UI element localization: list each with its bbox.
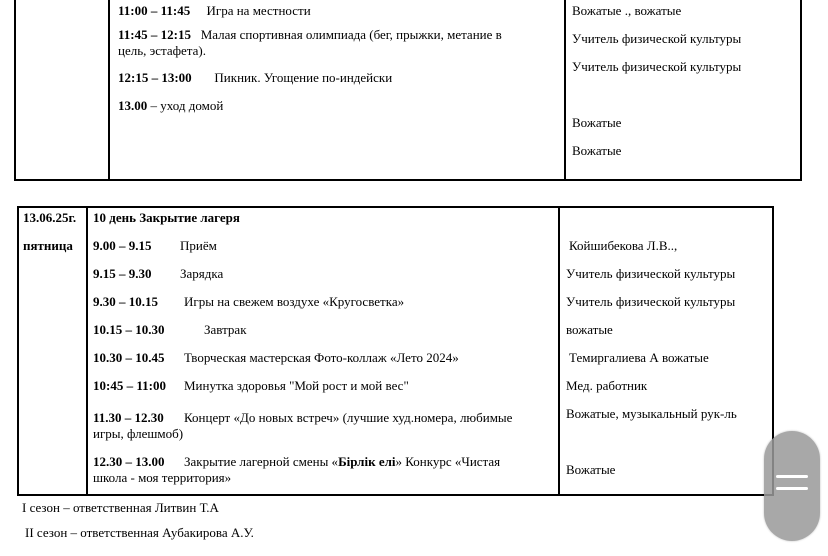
date-column [16,0,110,179]
activity-row [93,350,459,366]
activity-row [118,27,502,43]
responsible-text: Вожатые [566,462,616,477]
activity-row [93,378,409,394]
responsible-text: вожатые [566,322,613,337]
activity-text: Игры на свежем воздухе «Кругосветка» [184,294,405,309]
activity-text: Концерт «До новых встреч» (лучшие худ.номера, любимые [184,410,513,425]
activity-row-continued: цель, эстафета). [118,43,206,58]
time-range: 10:45 – 11:00 [93,378,166,393]
responsible-text: Вожатые ., вожатые [572,3,682,18]
activity-text: Творческая мастерская Фото-коллаж «Лето 2024» [184,350,459,365]
activity-text: Минутка здоровья "Мой рост и мой вес" [184,378,409,393]
activity-row [118,70,392,86]
time-range: 12.30 – 13.00 [93,454,165,469]
scroll-handle[interactable] [764,431,820,541]
activity-text: Приём [180,238,217,253]
activity-row-continued: игры, флешмоб) [93,426,184,441]
activity-column [88,208,560,494]
time-range: 11.30 – 12.30 [93,410,164,425]
responsible-text: Темиргалиева А вожатые [569,350,709,365]
footer-season-1: I сезон – ответственная Литвин Т.А [22,500,219,515]
activity-text: Пикник. Угощение по-индейски [214,70,393,85]
time-range: 9.00 – 9.15 [93,238,152,253]
activity-text: – уход домой [150,98,224,113]
activity-text: Малая спортивная олимпиада (бег, прыжки, метание в [200,27,502,42]
activity-row [93,238,217,254]
weekday-label: пятница [23,238,73,253]
time-range: 9.30 – 10.15 [93,294,158,309]
time-range: 11:45 – 12:15 [118,27,191,42]
responsible-text: Койшибекова Л.В.., [569,238,678,253]
activity-row [118,98,223,114]
menu-icon [776,475,808,478]
time-range: 11:00 – 11:45 [118,3,191,18]
date-column [19,208,88,494]
schedule-table-day-10 [17,206,774,496]
responsible-text: Мед. работник [566,378,648,393]
activity-row [93,454,500,470]
activity-row [93,410,512,426]
date-label: 13.06.25г. [23,210,77,225]
responsible-text: Учитель физической культуры [566,294,736,309]
time-range: 9.15 – 9.30 [93,266,152,281]
schedule-table-day-9 [14,0,802,181]
responsible-text: Вожатые, музыкальный рук-ль [566,406,737,421]
responsible-column [560,208,772,494]
time-range: 12:15 – 13:00 [118,70,192,85]
activity-text: Зарядка [180,266,224,281]
responsible-text: Вожатые [572,115,622,130]
responsible-text: Учитель физической культуры [572,59,742,74]
activity-row [93,322,247,338]
time-range: 10.30 – 10.45 [93,350,165,365]
footer-season-2: II сезон – ответственная Аубакирова А.У. [25,525,254,540]
time-range: 13.00 [118,98,148,113]
activity-text: Завтрак [204,322,247,337]
time-range: 10.15 – 10.30 [93,322,165,337]
activity-column [110,0,566,179]
day-title: 10 день Закрытие лагеря [93,210,240,225]
activity-row-continued: школа - моя территория» [93,470,232,485]
responsible-text: Вожатые [572,143,622,158]
responsible-text: Учитель физической культуры [566,266,736,281]
activity-row [93,266,223,282]
activity-text-bold: Бірлік елі [338,454,396,469]
activity-text: Закрытие лагерной смены « [184,454,339,469]
activity-row [118,3,311,19]
activity-text: Игра на местности [206,3,311,18]
activity-text: » Конкурс «Чистая [395,454,501,469]
responsible-column [566,0,800,179]
responsible-text: Учитель физической культуры [572,31,742,46]
menu-icon [776,487,808,490]
activity-row [93,294,404,310]
